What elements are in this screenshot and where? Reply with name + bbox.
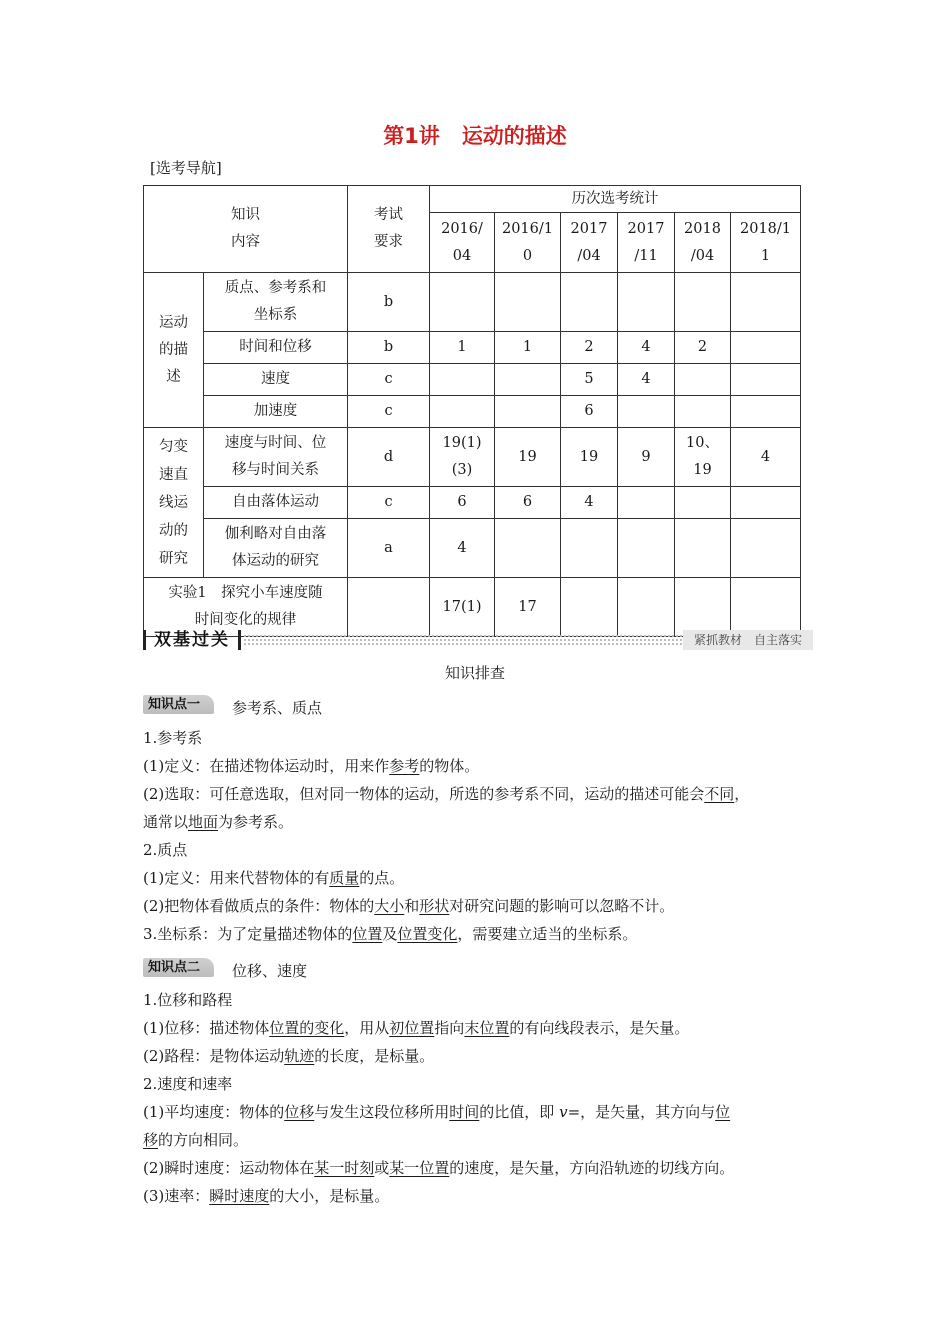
text-line: 1.位移和路程	[143, 991, 233, 1009]
text-line: (2)选取：可任意选取，但对同一物体的运动，所选的参考系不同，运动的描述可能会不同，	[143, 785, 750, 803]
year-cell: 2016/1 0	[495, 213, 561, 273]
knowledge-point-2	[143, 958, 308, 980]
value-cell: 4	[561, 487, 618, 519]
value-cell: 19	[495, 428, 561, 487]
value-cell	[675, 396, 731, 428]
topic-cell: 伽利略对自由落 体运动的研究	[204, 519, 348, 578]
value-cell	[731, 519, 801, 578]
kp-title: 位移、速度	[232, 962, 308, 980]
req-cell: b	[348, 332, 430, 364]
value-cell	[731, 487, 801, 519]
value-cell: 19(1) (3)	[430, 428, 495, 487]
value-cell	[731, 578, 801, 637]
year-cell: 2017 /04	[561, 213, 618, 273]
topic-cell: 时间和位移	[204, 332, 348, 364]
header-knowledge: 知识 内容	[144, 186, 348, 273]
value-cell	[495, 519, 561, 578]
header-requirement: 考试 要求	[348, 186, 430, 273]
header-stats: 历次选考统计	[430, 186, 801, 213]
req-cell	[348, 578, 430, 637]
text-line: (3)速率：瞬时速度的大小，是标量。	[143, 1187, 390, 1205]
value-cell	[495, 273, 561, 332]
value-cell: 6	[561, 396, 618, 428]
value-cell	[731, 332, 801, 364]
value-cell	[495, 364, 561, 396]
text-line: (1)定义：用来代替物体的有质量的点。	[143, 869, 405, 887]
text-line: (1)位移：描述物体位置的变化，用从初位置指向末位置的有向线段表示，是矢量。	[143, 1019, 690, 1037]
topic-cell: 加速度	[204, 396, 348, 428]
req-cell: c	[348, 396, 430, 428]
value-cell	[731, 396, 801, 428]
value-cell: 4	[731, 428, 801, 487]
topic-cell: 速度与时间、位 移与时间关系	[204, 428, 348, 487]
value-cell	[618, 487, 675, 519]
value-cell: 2	[561, 332, 618, 364]
nav-label: [选考导航]	[150, 159, 222, 177]
value-cell: 9	[618, 428, 675, 487]
value-cell: 4	[430, 519, 495, 578]
value-cell: 17	[495, 578, 561, 637]
value-cell	[561, 519, 618, 578]
value-cell	[675, 273, 731, 332]
experiment-cell: 实验1 探究小车速度随 时间变化的规律	[144, 578, 348, 637]
year-cell: 2018 /04	[675, 213, 731, 273]
group-label: 运动 的描 述	[144, 273, 204, 428]
value-cell: 1	[495, 332, 561, 364]
kp-title: 参考系、质点	[232, 699, 323, 717]
req-cell: c	[348, 364, 430, 396]
text-line: (1)定义：在描述物体运动时，用来作参考的物体。	[143, 757, 480, 775]
value-cell	[618, 519, 675, 578]
value-cell	[675, 519, 731, 578]
value-cell	[430, 364, 495, 396]
group-label: 匀变 速直 线运 动的 研究	[144, 428, 204, 578]
value-cell: 4	[618, 332, 675, 364]
knowledge-point-1	[143, 695, 323, 717]
text-line: (1)平均速度：物体的位移与发生这段位移所用时间的比值，即 v=，是矢量，其方向与位	[143, 1103, 731, 1121]
value-cell	[675, 578, 731, 637]
value-cell: 10、 19	[675, 428, 731, 487]
value-cell	[618, 396, 675, 428]
banner-dots	[243, 634, 683, 646]
req-cell: d	[348, 428, 430, 487]
text-line: 1.参考系	[143, 729, 203, 747]
year-cell: 2016/ 04	[430, 213, 495, 273]
value-cell: 17(1)	[430, 578, 495, 637]
exam-stats-table	[143, 185, 801, 637]
text-line: 2.速度和速率	[143, 1075, 233, 1093]
value-cell	[430, 273, 495, 332]
req-cell: a	[348, 519, 430, 578]
topic-cell: 速度	[204, 364, 348, 396]
req-cell: b	[348, 273, 430, 332]
year-cell: 2018/1 1	[731, 213, 801, 273]
section-banner	[143, 630, 813, 650]
topic-cell: 质点、参考系和 坐标系	[204, 273, 348, 332]
value-cell: 6	[430, 487, 495, 519]
kp-badge: 知识点二	[143, 958, 214, 977]
value-cell	[561, 273, 618, 332]
value-cell	[731, 364, 801, 396]
value-cell: 19	[561, 428, 618, 487]
banner-label: 双基过关	[143, 630, 241, 650]
value-cell	[430, 396, 495, 428]
req-cell: c	[348, 487, 430, 519]
value-cell: 1	[430, 332, 495, 364]
value-cell	[618, 273, 675, 332]
topic-cell: 自由落体运动	[204, 487, 348, 519]
value-cell: 5	[561, 364, 618, 396]
value-cell: 4	[618, 364, 675, 396]
value-cell: 6	[495, 487, 561, 519]
text-line: (2)瞬时速度：运动物体在某一时刻或某一位置的速度，是矢量，方向沿轨迹的切线方向。	[143, 1159, 735, 1177]
value-cell	[675, 487, 731, 519]
text-line: 3.坐标系：为了定量描述物体的位置及位置变化，需要建立适当的坐标系。	[143, 925, 638, 943]
kp-badge: 知识点一	[143, 695, 214, 714]
value-cell	[618, 578, 675, 637]
value-cell: 2	[675, 332, 731, 364]
value-cell	[731, 273, 801, 332]
section-title: 知识排查	[444, 664, 505, 682]
value-cell	[561, 578, 618, 637]
value-cell	[495, 396, 561, 428]
text-line: (2)路程：是物体运动轨迹的长度，是标量。	[143, 1047, 435, 1065]
text-line: 移的方向相同。	[143, 1131, 249, 1149]
text-line: 通常以地面为参考系。	[143, 813, 294, 831]
text-line: (2)把物体看做质点的条件：物体的大小和形状对研究问题的影响可以忽略不计。	[143, 897, 675, 915]
year-cell: 2017 /11	[618, 213, 675, 273]
banner-subtitle: 紧抓教材 自主落实	[683, 630, 813, 650]
text-line: 2.质点	[143, 841, 188, 859]
value-cell	[675, 364, 731, 396]
page-title: 第1讲 运动的描述	[383, 124, 567, 148]
